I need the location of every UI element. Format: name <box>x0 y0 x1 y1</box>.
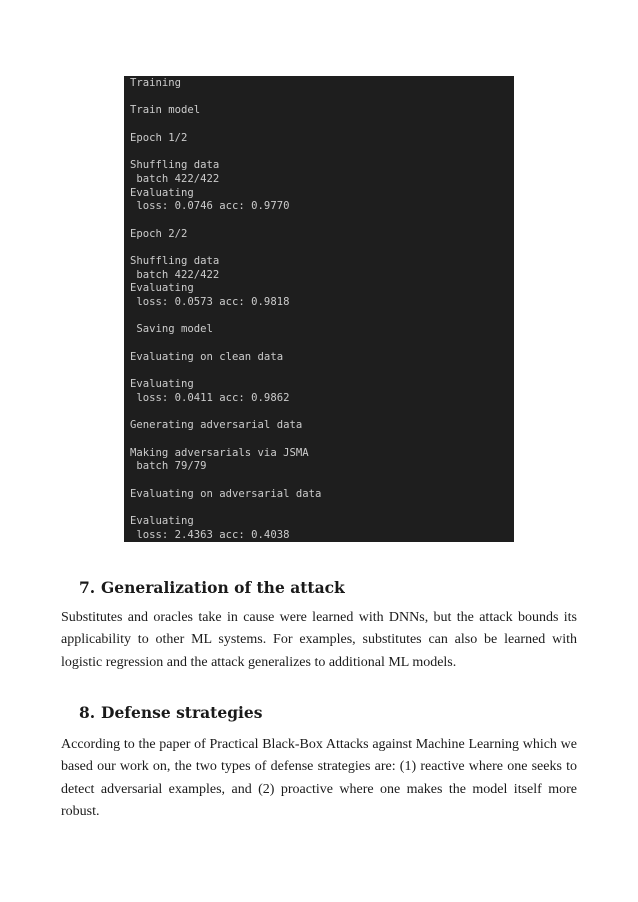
terminal-line: loss: 0.0746 acc: 0.9770 <box>130 200 290 213</box>
terminal-line: Evaluating <box>130 515 194 527</box>
terminal-line: Saving model <box>130 323 213 336</box>
terminal-line: loss: 0.0411 acc: 0.9862 <box>130 391 290 404</box>
terminal-line <box>130 241 508 255</box>
terminal-line <box>130 145 508 159</box>
section-number: 7. <box>79 578 96 597</box>
terminal-line <box>130 118 508 132</box>
terminal-line: Evaluating <box>130 186 194 199</box>
terminal-line: batch 422/422 <box>130 172 220 185</box>
section-heading-defense <box>79 703 263 722</box>
terminal-line: Making adversarials via JSMA <box>130 446 309 459</box>
terminal-line: loss: 0.0573 acc: 0.9818 <box>130 296 290 308</box>
terminal-line <box>130 364 508 378</box>
section-title: Generalization of the attack <box>101 578 345 597</box>
terminal-line: Train model <box>130 104 201 117</box>
terminal-line <box>130 406 508 420</box>
terminal-line <box>130 214 508 228</box>
terminal-output-screenshot <box>124 76 514 542</box>
terminal-line <box>130 337 508 351</box>
section-number: 8. <box>79 703 96 722</box>
section-title: Defense strategies <box>101 703 263 722</box>
terminal-line <box>130 474 508 488</box>
terminal-line: Shuffling data <box>130 254 220 267</box>
terminal-line: Evaluating on clean data <box>130 350 284 363</box>
terminal-line <box>130 310 508 324</box>
terminal-line: Epoch 1/2 <box>130 131 188 144</box>
section-paragraph-generalization: Substitutes and oracles take in cause were learned with DNNs, but the attack bounds its applicability to other ML systems. For examples, substitutes can also be learned with logistic regression and the attack generalizes to additional ML models. <box>61 610 577 670</box>
section-paragraph-defense: According to the paper of Practical Black-Box Attacks against Machine Learning which we based our work on, the two types of defense strategies are: (1) reactive where one seeks to detect adversarial examples, and (2) proactive where one makes the model itself more robust. <box>61 737 577 819</box>
terminal-line: batch 422/422 <box>130 268 220 281</box>
terminal-line: Evaluating <box>130 282 194 295</box>
terminal-line: Generating adversarial data <box>130 419 303 432</box>
terminal-line: batch 79/79 <box>130 460 207 473</box>
terminal-line: loss: 2.4363 acc: 0.4038 <box>130 528 290 541</box>
terminal-line: Epoch 2/2 <box>130 227 188 240</box>
terminal-line <box>130 91 508 105</box>
section-heading-generalization <box>79 578 345 597</box>
terminal-line: Training <box>130 77 182 89</box>
terminal-line: Evaluating <box>130 378 194 391</box>
terminal-line: Shuffling data <box>130 159 220 172</box>
terminal-line <box>130 501 508 515</box>
terminal-line <box>130 433 508 447</box>
terminal-line: Evaluating on adversarial data <box>130 487 322 500</box>
